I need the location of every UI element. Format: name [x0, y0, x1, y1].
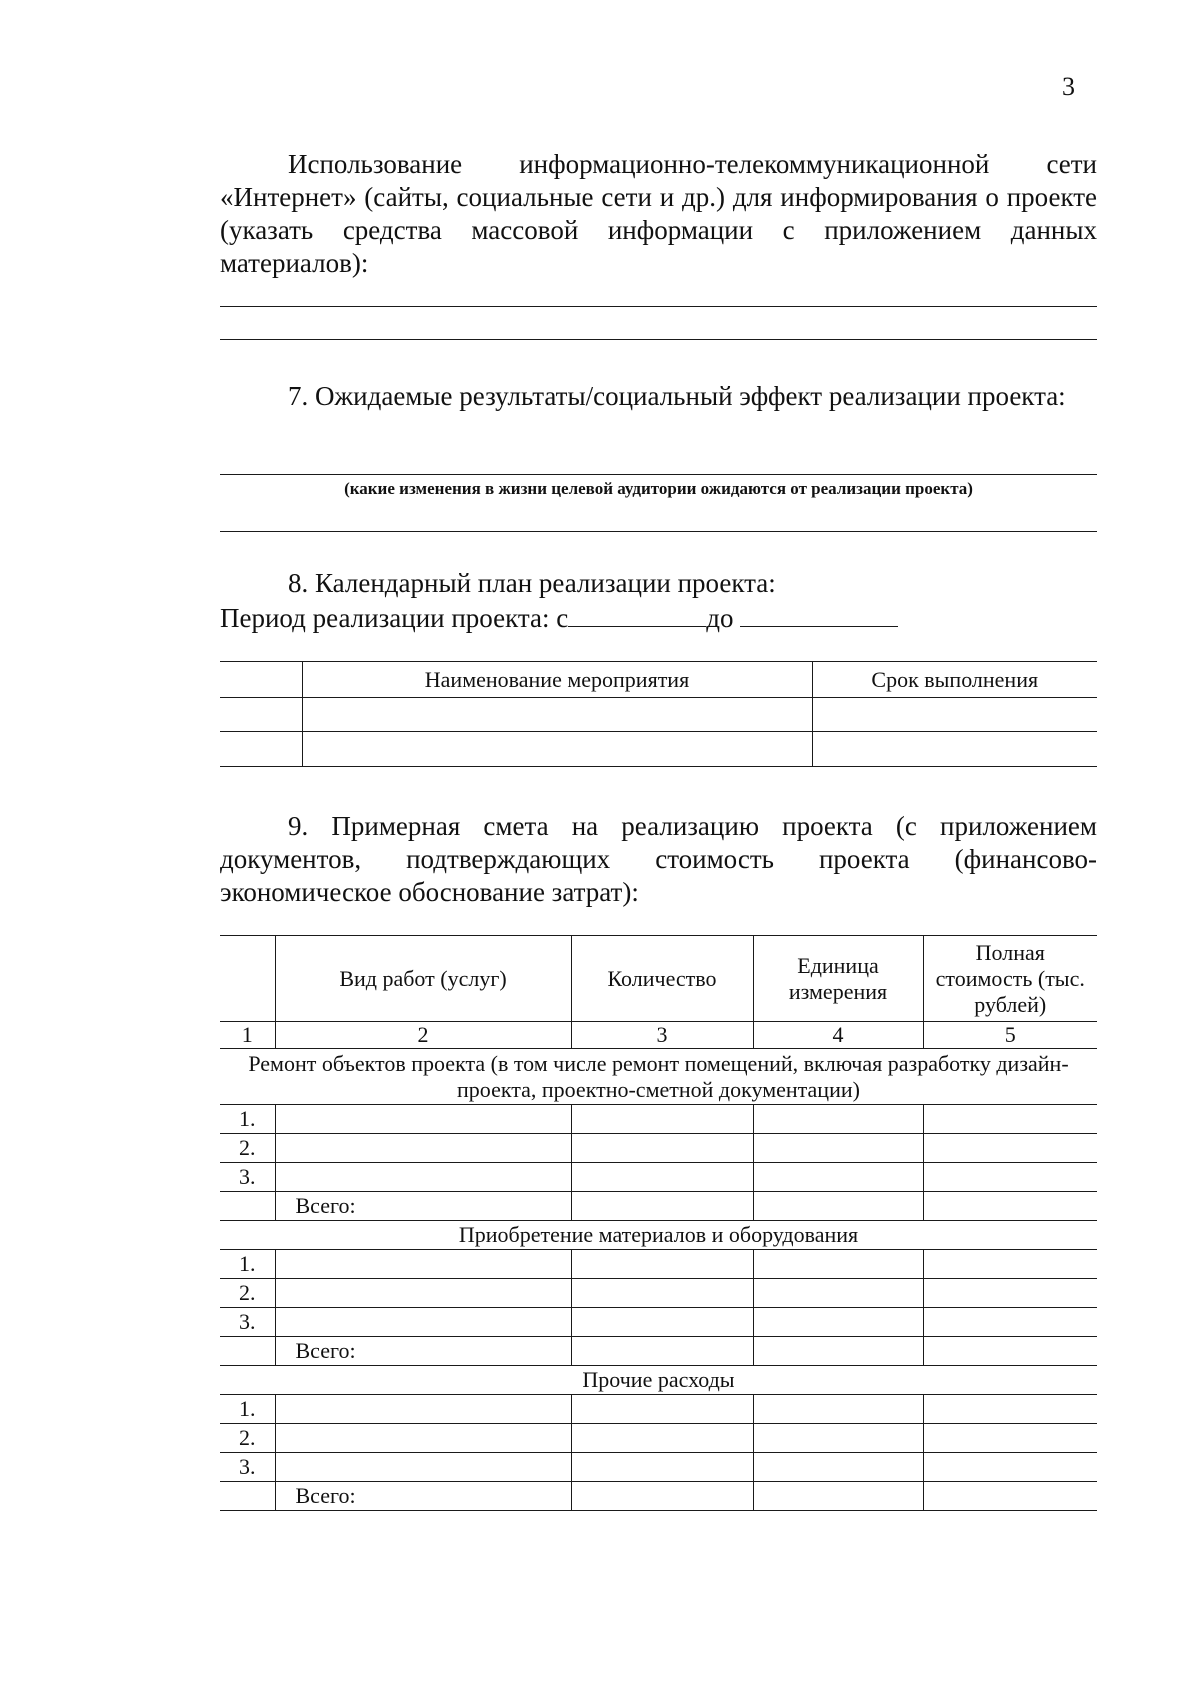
table-row: [220, 1395, 1097, 1424]
row-number: 3.: [220, 1308, 275, 1337]
budget-cell: [220, 1482, 275, 1511]
budget-cell[interactable]: [923, 1395, 1097, 1424]
budget-cell[interactable]: [275, 1105, 571, 1134]
table-row: [220, 1424, 1097, 1453]
budget-cell[interactable]: [571, 1192, 753, 1221]
section7-title: 7. Ожидаемые результаты/социальный эффект реализации проекта:: [288, 381, 1066, 411]
budget-cell[interactable]: [753, 1105, 923, 1134]
budget-cell[interactable]: [571, 1134, 753, 1163]
budget-cell[interactable]: [923, 1308, 1097, 1337]
budget-cell[interactable]: [571, 1453, 753, 1482]
budget-cell[interactable]: [923, 1134, 1097, 1163]
budget-header-work-type: Вид работ (услуг): [275, 936, 571, 1022]
budget-header-total-cost: Полная стоимость (тыс. рублей): [923, 936, 1097, 1022]
calendar-cell[interactable]: [220, 732, 302, 767]
budget-cell[interactable]: [923, 1250, 1097, 1279]
budget-cell[interactable]: [275, 1453, 571, 1482]
column-number: 1: [220, 1022, 275, 1049]
internet-answer-line-1[interactable]: [220, 306, 1097, 307]
budget-cell[interactable]: [753, 1163, 923, 1192]
budget-column-numbers-row: [220, 1022, 1097, 1049]
budget-cell[interactable]: [923, 1163, 1097, 1192]
budget-cell[interactable]: [753, 1134, 923, 1163]
period-prefix: Период реализации проекта: с: [220, 603, 569, 633]
budget-section-title-row: [220, 1221, 1097, 1250]
calendar-cell[interactable]: [220, 698, 302, 732]
row-number: 2.: [220, 1134, 275, 1163]
budget-section-title-row: [220, 1049, 1097, 1105]
table-row: [220, 1279, 1097, 1308]
budget-cell[interactable]: [571, 1279, 753, 1308]
row-number: 3.: [220, 1453, 275, 1482]
calendar-cell[interactable]: [302, 732, 812, 767]
table-row: [220, 1134, 1097, 1163]
budget-cell[interactable]: [753, 1250, 923, 1279]
budget-cell[interactable]: [923, 1279, 1097, 1308]
budget-header-row: [220, 936, 1097, 1022]
budget-cell[interactable]: [923, 1424, 1097, 1453]
budget-cell[interactable]: [275, 1163, 571, 1192]
budget-section-title: Прочие расходы: [220, 1366, 1097, 1395]
row-number: 2.: [220, 1279, 275, 1308]
table-row: [220, 1308, 1097, 1337]
section8-title: 8. Календарный план реализации проекта:: [288, 568, 776, 598]
budget-cell: [220, 1192, 275, 1221]
table-row: [220, 732, 1097, 767]
budget-cell[interactable]: [753, 1424, 923, 1453]
row-number: 3.: [220, 1163, 275, 1192]
row-number: 1.: [220, 1395, 275, 1424]
total-label: Всего:: [275, 1482, 571, 1511]
table-row: [220, 1453, 1097, 1482]
budget-cell[interactable]: [923, 1337, 1097, 1366]
period-to-label: до: [706, 603, 734, 633]
internet-answer-line-2[interactable]: [220, 339, 1097, 340]
budget-table: [220, 935, 1097, 1511]
budget-cell[interactable]: [275, 1250, 571, 1279]
budget-cell[interactable]: [275, 1134, 571, 1163]
calendar-header-blank: [220, 662, 302, 698]
budget-cell[interactable]: [753, 1308, 923, 1337]
calendar-plan-table: [220, 661, 1097, 767]
row-number: 1.: [220, 1105, 275, 1134]
budget-cell[interactable]: [923, 1482, 1097, 1511]
budget-header-unit: Единица измерения: [753, 936, 923, 1022]
budget-cell[interactable]: [571, 1163, 753, 1192]
budget-header-quantity: Количество: [571, 936, 753, 1022]
budget-cell[interactable]: [571, 1337, 753, 1366]
calendar-header-event: Наименование мероприятия: [302, 662, 812, 698]
budget-section-title-row: [220, 1366, 1097, 1395]
column-number: 2: [275, 1022, 571, 1049]
section7-caption: (какие изменения в жизни целевой аудитории ожидаются от реализации проекта): [344, 479, 973, 498]
budget-cell[interactable]: [571, 1395, 753, 1424]
internet-paragraph: Использование информационно-телекоммуникационной сети «Интернет» (сайты, социальные сети и др.) для информирования о проекте (указать средства массовой информации с приложением данных материалов):: [220, 149, 1097, 278]
section8-period: [220, 600, 1097, 635]
budget-cell[interactable]: [753, 1337, 923, 1366]
budget-cell[interactable]: [753, 1453, 923, 1482]
column-number: 3: [571, 1022, 753, 1049]
budget-cell[interactable]: [753, 1395, 923, 1424]
calendar-header-deadline: Срок выполнения: [812, 662, 1097, 698]
budget-cell[interactable]: [275, 1279, 571, 1308]
column-number: 4: [753, 1022, 923, 1049]
table-row: [220, 698, 1097, 732]
budget-total-row: [220, 1482, 1097, 1511]
total-label: Всего:: [275, 1337, 571, 1366]
budget-cell[interactable]: [923, 1105, 1097, 1134]
row-number: 1.: [220, 1250, 275, 1279]
row-number: 2.: [220, 1424, 275, 1453]
period-start-field[interactable]: [568, 600, 706, 627]
budget-cell[interactable]: [571, 1424, 753, 1453]
budget-cell[interactable]: [753, 1192, 923, 1221]
table-row: [220, 1105, 1097, 1134]
calendar-cell[interactable]: [812, 732, 1097, 767]
budget-cell[interactable]: [753, 1482, 923, 1511]
period-end-field[interactable]: [740, 600, 898, 627]
calendar-cell[interactable]: [812, 698, 1097, 732]
table-row: [220, 1163, 1097, 1192]
budget-cell[interactable]: [571, 1482, 753, 1511]
section7-answer-line-1[interactable]: [220, 474, 1097, 475]
budget-header-number: [220, 936, 275, 1022]
budget-section-title: Приобретение материалов и оборудования: [220, 1221, 1097, 1250]
column-number: 5: [923, 1022, 1097, 1049]
table-row: [220, 1250, 1097, 1279]
budget-cell[interactable]: [275, 1395, 571, 1424]
budget-total-row: [220, 1337, 1097, 1366]
budget-total-row: [220, 1192, 1097, 1221]
budget-cell[interactable]: [923, 1192, 1097, 1221]
budget-cell[interactable]: [275, 1424, 571, 1453]
budget-section-title: Ремонт объектов проекта (в том числе ремонт помещений, включая разработку дизайн-проекта, проектно-сметной документации): [220, 1049, 1097, 1105]
page-number: 3: [1062, 72, 1075, 101]
total-label: Всего:: [275, 1192, 571, 1221]
budget-cell: [220, 1337, 275, 1366]
budget-cell[interactable]: [923, 1453, 1097, 1482]
calendar-header-row: [220, 662, 1097, 698]
budget-cell[interactable]: [275, 1308, 571, 1337]
section9-title: 9. Примерная смета на реализацию проекта (с приложением документов, подтверждающих стоимость проекта (финансово-экономическое обоснование затрат):: [220, 811, 1097, 907]
calendar-cell[interactable]: [302, 698, 812, 732]
budget-cell[interactable]: [571, 1250, 753, 1279]
budget-cell[interactable]: [571, 1105, 753, 1134]
budget-cell[interactable]: [753, 1279, 923, 1308]
budget-cell[interactable]: [571, 1308, 753, 1337]
section7-answer-line-2[interactable]: [220, 531, 1097, 532]
